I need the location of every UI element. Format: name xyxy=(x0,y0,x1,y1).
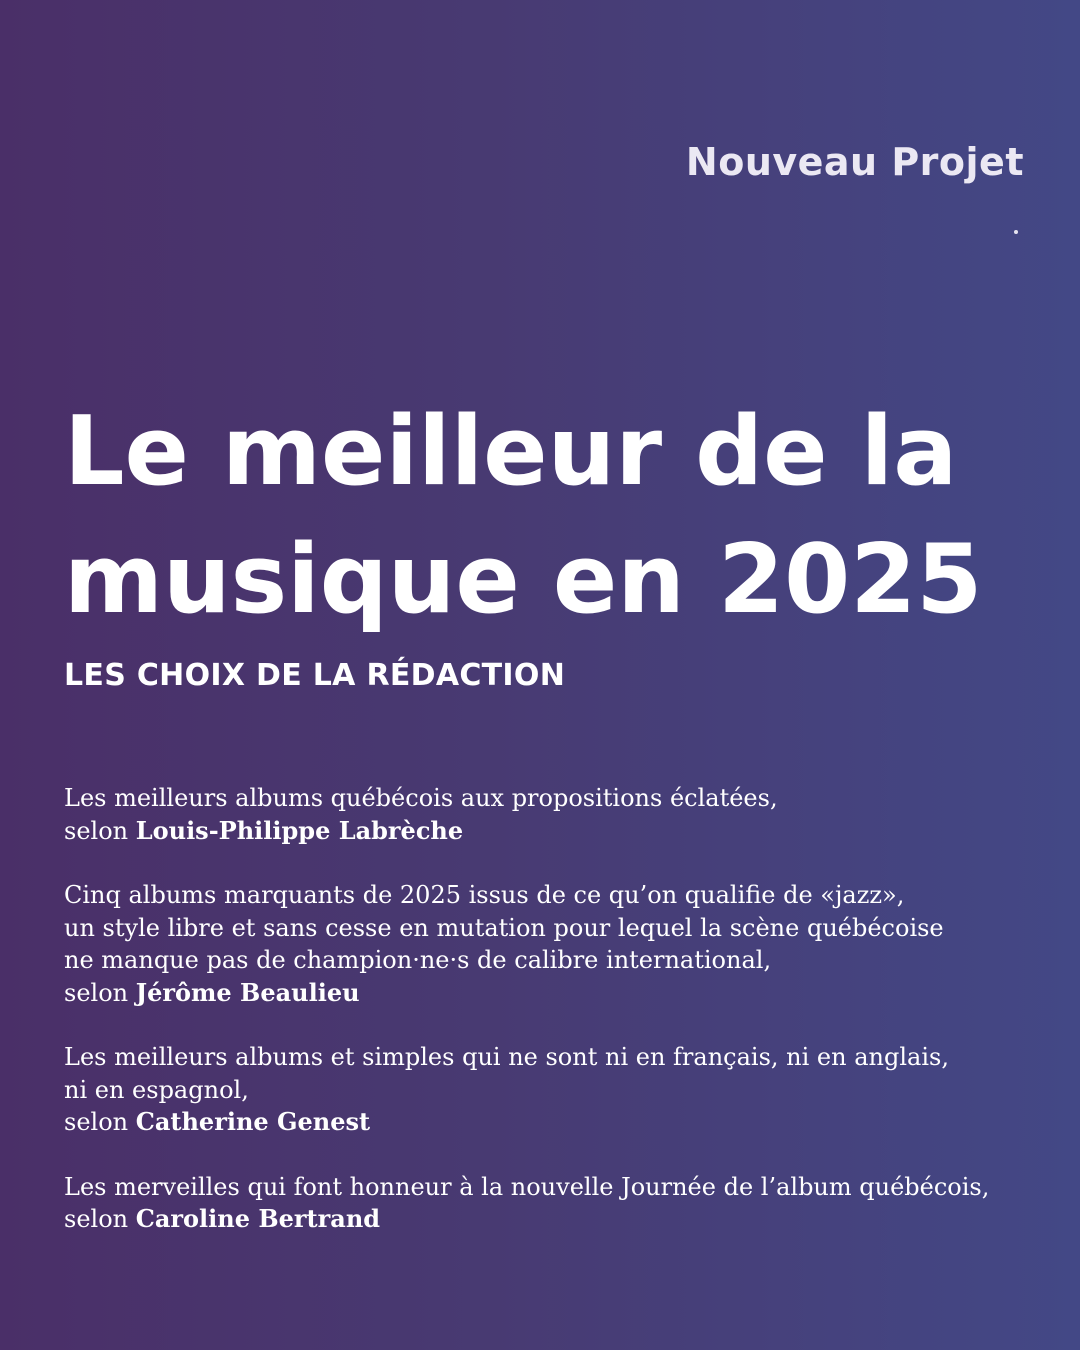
recommendation-credit xyxy=(64,977,1024,1010)
recommendation-item xyxy=(64,879,1024,1009)
credit-prefix: selon xyxy=(64,816,136,845)
page-title-line-2: musique en 2025 xyxy=(64,525,983,635)
recommendation-credit xyxy=(64,1203,1024,1236)
credit-prefix: selon xyxy=(64,1205,136,1233)
recommendation-credit xyxy=(64,1106,1024,1139)
recommendation-credit xyxy=(64,815,1024,848)
author-name: Catherine Genest xyxy=(135,1107,371,1136)
recommendation-description-line: Les merveilles qui font honneur à la nouvelle Journée de l’album québécois, xyxy=(64,1172,990,1201)
recommendation-item xyxy=(64,1171,1024,1236)
page-subtitle: LES CHOIX DE LA RÉDACTION xyxy=(64,658,566,693)
author-name: Jérôme Beaulieu xyxy=(135,977,360,1007)
recommendation-description-line: un style libre et sans cesse en mutation pour lequel la scène québécoise xyxy=(64,913,944,942)
recommendation-item xyxy=(64,782,1024,847)
recommendation-description-line: Les meilleurs albums québécois aux propositions éclatées, xyxy=(64,784,778,812)
author-name: Caroline Bertrand xyxy=(135,1204,381,1233)
recommendation-description-line: ni en espagnol, xyxy=(64,1075,249,1104)
recommendation-description-line: ne manque pas de champion·ne·s de calibre international, xyxy=(64,946,772,974)
recommendation-list xyxy=(64,782,1024,1268)
brand-logo: Nouveau Projet xyxy=(685,140,1024,184)
brand-dot xyxy=(1014,230,1018,234)
author-name: Louis-Philippe Labrèche xyxy=(135,815,464,845)
credit-prefix: selon xyxy=(64,978,136,1007)
page-title xyxy=(64,388,1054,644)
credit-prefix: selon xyxy=(64,1108,136,1136)
recommendation-item xyxy=(64,1041,1024,1139)
recommendation-description-line: Cinq albums marquants de 2025 issus de ce qu’on qualifie de «jazz», xyxy=(64,881,905,909)
recommendation-description-line: Les meilleurs albums et simples qui ne sont ni en français, ni en anglais, xyxy=(64,1043,949,1071)
page-title-line-1: Le meilleur de la xyxy=(64,397,958,507)
